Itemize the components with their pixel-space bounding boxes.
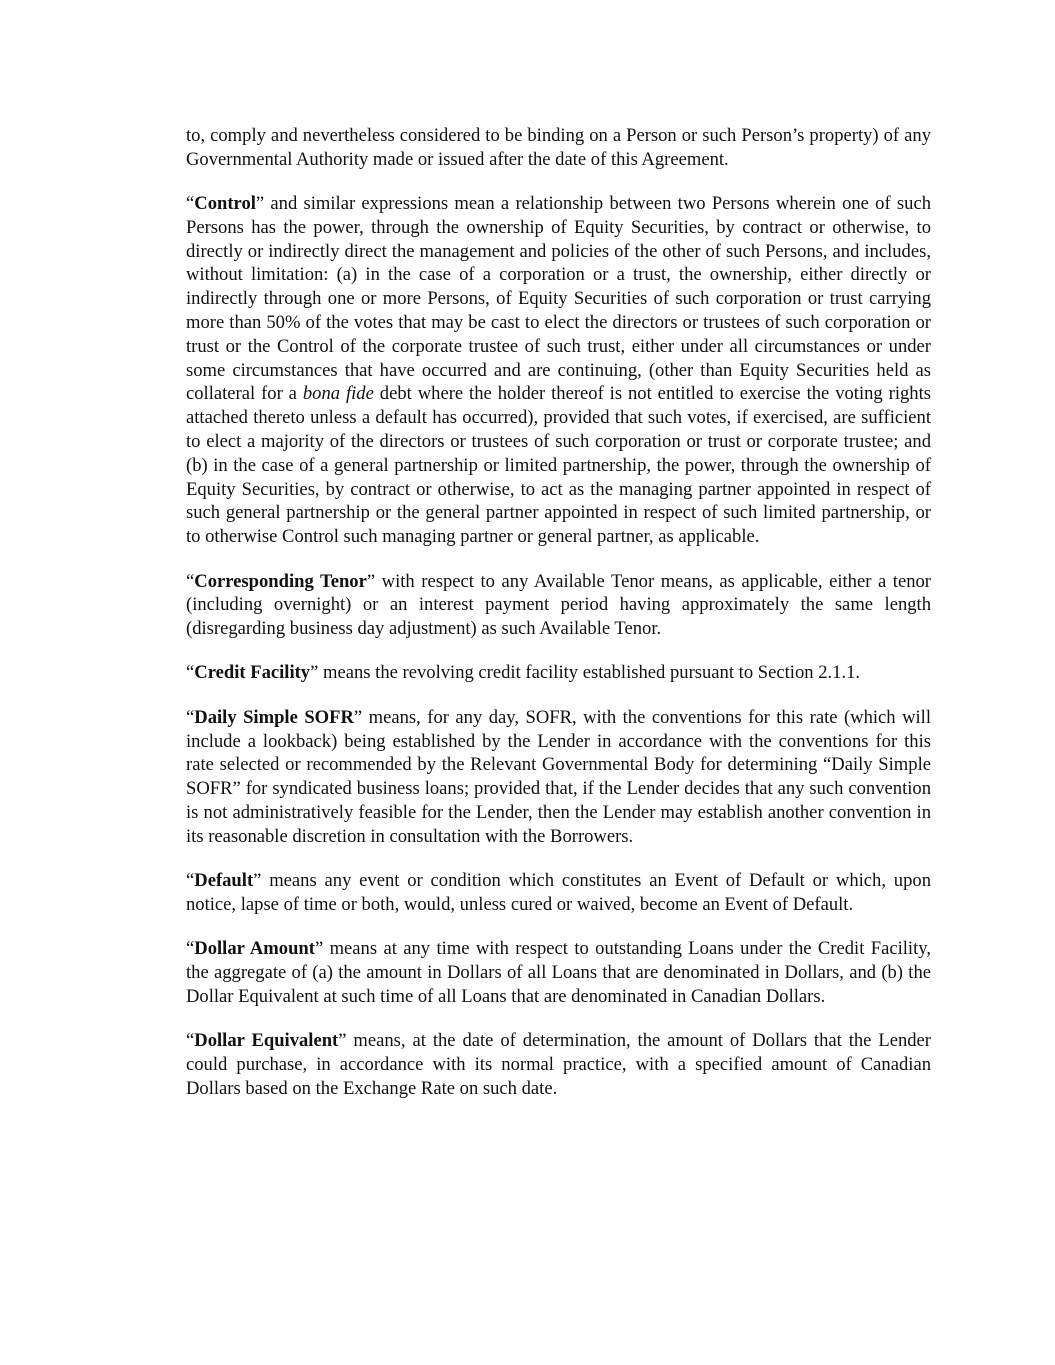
definition-text: ” means, for any day, SOFR, with the conventions for this rate (which will include a lookback) being established by the Lender in accordance with the conventions for this rate selected or recommended by the Relevant Governmental Body for determining “Daily Simple SOFR” for syndicated business loans; provided that, if the Lender decides that any such convention is not administratively feasible for the Lender, then the Lender may establish another convention in its reasonable discretion in consultation with the Borrowers. (186, 706, 931, 847)
definition-control (186, 192, 931, 549)
open-quote: “ (186, 706, 195, 728)
open-quote: “ (186, 662, 195, 684)
paragraph-continuation (186, 124, 931, 172)
defined-term: Daily Simple SOFR (194, 706, 354, 728)
open-quote: “ (186, 570, 195, 592)
definition-corresponding-tenor (186, 570, 931, 641)
definition-text: ” means, at the date of determination, the amount of Dollars that the Lender could purchase, in accordance with its normal practice, with a specified amount of Canadian Dollars based on the Exchange Rate on such date. (186, 1030, 931, 1099)
defined-term: Corresponding Tenor (194, 570, 367, 592)
definition-text: ” means any event or condition which constitutes an Event of Default or which, upon notice, lapse of time or both, would, unless cured or waived, become an Event of Default. (186, 870, 931, 915)
paragraph-text: to, comply and nevertheless considered to be binding on a Person or such Person’s property) of any Governmental Authority made or issued after the date of this Agreement. (186, 125, 931, 170)
definition-dollar-equivalent (186, 1029, 931, 1100)
definition-daily-simple-sofr (186, 706, 931, 849)
definition-text: debt where the holder thereof is not entitled to exercise the voting rights attached thereto unless a default has occurred), provided that such votes, if exercised, are sufficient to elect a majority of the directors or trustees of such corporation or trust or corporate trustee; and (b) in the case of a general partnership or limited partnership, the power, through the ownership of Equity Securities, by contract or otherwise, to act as the managing partner appointed in respect of such general partnership or the general partner appointed in respect of such limited partnership, or to otherwise Control such managing partner or general partner, as applicable. (186, 383, 932, 548)
open-quote: “ (186, 193, 195, 215)
definition-text: ” means the revolving credit facility established pursuant to Section 2.1.1. (310, 662, 861, 684)
defined-term: Dollar Amount (194, 938, 315, 960)
defined-term: Control (194, 193, 256, 215)
definition-text: ” and similar expressions mean a relationship between two Persons wherein one of such Persons has the power, through the ownership of Equity Securities, by contract or otherwise, to directly or indirectly direct the management and policies of the other of such Persons, and includes, without limitation: (a) in the case of a corporation or a trust, the ownership, either directly or indirectly through one or more Persons, of Equity Securities of such corporation or trust carrying more than 50% of the votes that may be cast to elect the directors or trustees of such corporation or trust or the Control of the corporate trustee of such trust, either under all circumstances or under some circumstances that have occurred and are continuing, (other than Equity Securities held as collateral for a (186, 193, 931, 405)
definition-text: ” with respect to any Available Tenor means, as applicable, either a tenor (including overnight) or an interest payment period having approximately the same length (disregarding business day adjustment) as such Available Tenor. (186, 570, 931, 640)
open-quote: “ (186, 1030, 195, 1051)
defined-term: Credit Facility (194, 662, 311, 684)
defined-term: Dollar Equivalent (194, 1030, 339, 1051)
definition-default (186, 869, 931, 917)
definition-dollar-amount (186, 937, 931, 1008)
definition-text: ” means at any time with respect to outstanding Loans under the Credit Facility, the aggregate of (a) the amount in Dollars of all Loans that are denominated in Dollars, and (b) the Dollar Equivalent at such time of all Loans that are denominated in Canadian Dollars. (186, 938, 931, 1007)
document-page (186, 124, 931, 1121)
open-quote: “ (186, 870, 195, 892)
open-quote: “ (186, 938, 195, 960)
defined-term: Default (194, 870, 254, 892)
definition-credit-facility (186, 661, 931, 685)
italic-phrase: bona fide (302, 383, 374, 405)
